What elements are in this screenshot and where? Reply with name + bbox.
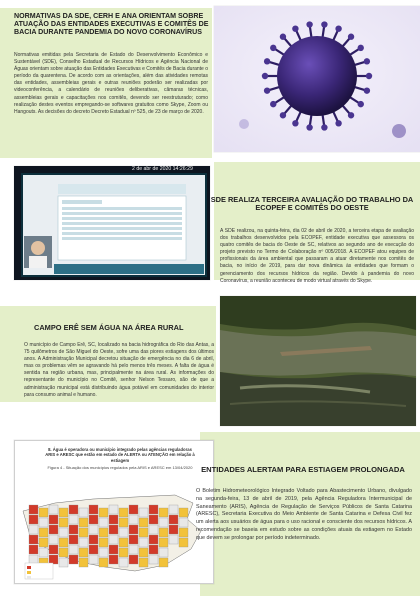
map-municipality [139,538,148,547]
map-municipality [99,548,108,557]
map-municipality [129,545,138,554]
map-municipality [69,535,78,544]
virus-spike-tip [280,112,286,118]
map-municipality [109,525,118,534]
map-municipality [79,528,88,537]
map-municipality [139,548,148,557]
section-4-headline: ENTIDADES ALERTAM PARA ESTIAGEM PROLONGADA [201,465,405,474]
map-municipality [59,528,68,537]
virus-spike-tip [358,45,364,51]
map-municipality [29,525,38,534]
map-municipality [79,538,88,547]
map-municipality [139,558,148,567]
map-municipality [49,545,58,554]
map-municipality [119,548,128,557]
section-2-headline: SDE REALIZA TERCEIRA AVALIAÇÃO DO TRABALHO DA ECOPEF E COMITÊS DO OESTE [210,195,414,213]
map-municipality [29,545,38,554]
map-municipality [119,518,128,527]
map-municipality [129,505,138,514]
virus-spike-tip [292,120,298,126]
map-municipality [69,525,78,534]
map-municipality [169,515,178,524]
map-municipality [129,515,138,524]
map-municipality [119,558,128,567]
dry-river-photo [220,296,416,426]
virus-spike-tip [306,124,312,130]
map-municipality [99,538,108,547]
map-municipality [29,515,38,524]
section-1-body: Normativas emitidas pela Secretaria de Estado do Desenvolvimento Econômico e Sustentável (SDE), Conselho Estadual de Recursos Hídricos e Agência Nacional de Águas orientam sobre atuação das Entidades Executivas e Comitês de Bacia durante o período da quarentena. De acordo com as orientações, além das atividades remotas das entidades, assembleias gerais e outras reuniões poderão ser realizadas por videoconferência, a calendário de reuniões deliberativas, câmaras técnicas, assembleias gerais e capacitações nos comitês, devendo ser reestruturado; como realização destes eventos empregando-se softwares gratuitos como Skype, Zoom ou Hangouts. As decisões do decreto Decreto Estadual nº 525, de 23 de março de 2020. [14,52,209,115]
map-municipality [109,515,118,524]
map-municipality [79,508,88,517]
map-municipality [139,528,148,537]
map-municipality [109,545,118,554]
map-subtitle: Figura 4 - Situação dos municípios regulados pela ARIS e ARESC em 13/04/2020 [47,465,193,470]
map-municipality [109,555,118,564]
map-municipality [39,518,48,527]
virus-spike-tip [280,34,286,40]
map-municipality [99,518,108,527]
map-municipality [139,508,148,517]
map-municipality [59,548,68,557]
video-call-illustration [14,166,210,280]
virus-spike-tip [358,101,364,107]
map-municipality [149,515,158,524]
virus-spike-tip [270,45,276,51]
map-municipality [39,508,48,517]
map-municipality [59,558,68,567]
map-municipality [29,535,38,544]
map-municipality [119,528,128,537]
map-municipality [79,518,88,527]
section-4-body: O Boletim Hidrometeorológico Integrado Voltado para Abastecimento Urbano, divulgado na segunda-feira, 13 de abril de 2019, pela Agência Reguladora Intermunicipal de Saneamento (ARIS), Agência de Regulação de Serviços Públicos de Santa Catarina (ARESC), Secretaria Executiva do Meio Ambiente de Santa Catarina e Defesa Civil fez um alerta aos usuários de água para o uso racional e consciente dos recursos hídricos. A recomendação se baseia em estudo sobre as condições atuais da estiagem no Estado que devem se prolongar por período indeterminado. [196,488,412,541]
map-municipality [59,518,68,527]
section-1-headline: NORMATIVAS DA SDE, CERH E ANA ORIENTAM SOBRE ATUAÇÃO DAS ENTIDADES EXECUTIVAS E COMITÊS DE BACIA DURANTE PANDEMIA DO NOVO CORONAVÍRUS [14,12,209,36]
coronavirus-image [214,6,420,152]
map-municipality [89,555,98,564]
map-municipality [89,535,98,544]
map-municipality [29,505,38,514]
map-municipality [149,555,158,564]
map-municipality [129,535,138,544]
map-municipality [99,558,108,567]
map-municipality [69,545,78,554]
virus-spike-tip [264,87,270,93]
virus-spike-tip [264,58,270,64]
video-call-screenshot [14,166,210,280]
drought-map [14,440,214,584]
map-municipality [39,538,48,547]
map-municipality [79,548,88,557]
virus-spike-tip [366,73,372,79]
map-municipality [159,528,168,537]
map-municipality [149,505,158,514]
map-municipality [89,515,98,524]
map-municipality [49,505,58,514]
map-municipality [159,518,168,527]
map-municipality [119,538,128,547]
map-municipality [89,505,98,514]
map-municipality [59,508,68,517]
map-municipality [89,545,98,554]
map-municipality [139,518,148,527]
virus-illustration [214,6,420,152]
map-municipality [149,535,158,544]
section-2-body: A SDE realizou, na quinta-feira, dia 02 de abril de 2020, a terceira etapa de avaliação dos trabalhos desenvolvidos pela ECOPEF, entidade executiva que assessora os quatro comitês de bacia do Oeste de SC, relativos ao segundo ano de execução do projeto previsto no Termo de Colaboração nº 005/2018. A ECOPEF atou equipes de profissionais da área ambiental que passaram a atuar diretamente nos comitês de bacia, no início de 2019, para dar nova dinâmica às entidades que formam o gerenciamento dos recursos hídricos da região. Devido à pandemia do novo Coronavírus, a reunião aconteceu de modo virtual através do Skype. [220,228,414,284]
map-municipality [169,535,178,544]
virus-spike-tip [364,87,370,93]
map-municipality [169,525,178,534]
section-3-body: O município de Campo Erê, SC, localizado na bacia hidrográfica do Rio das Antas, a 75 quilômetros de São Miguel do Oeste, sofre uma das piores estiagens dos últimos anos. A Administração Municipal decretou situação de emergência no dia 6 de abril, mas os problemas vêm se agravando há pelo menos três meses. A falta de água é sentida na região urbana, mas, principalmente na área rural. As informações do representante do município no Comitê, senhor Nelson Tessaro, são de que a administração municipal está distribuindo água potável em comunidades do interior para consumo animal e humano. [24,342,214,398]
map-municipality [109,505,118,514]
map-municipality [79,558,88,567]
virus-spike-tip [292,25,298,31]
river-illustration [220,296,416,426]
map-municipality [129,555,138,564]
map-municipality [59,538,68,547]
virus-spike-tip [348,112,354,118]
map-municipality [69,515,78,524]
map-municipality [159,538,168,547]
map-municipality [49,515,58,524]
map-municipality [159,558,168,567]
map-municipality [69,555,78,564]
section-3-headline: CAMPO ERÊ SEM ÁGUA NA ÁREA RURAL [34,323,184,332]
virus-spike-tip [262,73,268,79]
map-municipality [39,528,48,537]
virus-spike-tip [335,120,341,126]
map-municipality [29,555,38,564]
map-municipality [49,555,58,564]
map-municipality [99,508,108,517]
map-municipality [179,518,188,527]
virus-spike-tip [364,58,370,64]
map-municipality [159,508,168,517]
virus-spike-tip [321,124,327,130]
map-municipality [179,538,188,547]
map-municipality [49,535,58,544]
virus-spike-tip [321,21,327,27]
map-municipality [69,505,78,514]
map-municipality [99,528,108,537]
map-municipality [169,505,178,514]
screen-timestamp: 2 de abr de 2020 14:26:29 [132,166,193,172]
map-municipality [129,525,138,534]
virus-spike-tip [306,21,312,27]
virus-spike-tip [348,34,354,40]
map-municipality [39,548,48,557]
map-municipality [149,545,158,554]
map-municipality [159,548,168,557]
map-municipality [149,525,158,534]
map-municipality [179,528,188,537]
map-municipality [89,525,98,534]
map-municipality [179,508,188,517]
map-municipality [119,508,128,517]
virus-spike-tip [335,25,341,31]
map-municipality [109,535,118,544]
virus-spike-tip [270,101,276,107]
map-municipality [49,525,58,534]
map-title: 8. Água é operadora ou município integrado pelas agências reguladoras ARIS e ARESC que estão em estado de ALERTA ou ATENÇÃO em relação à estiagem [45,447,195,463]
